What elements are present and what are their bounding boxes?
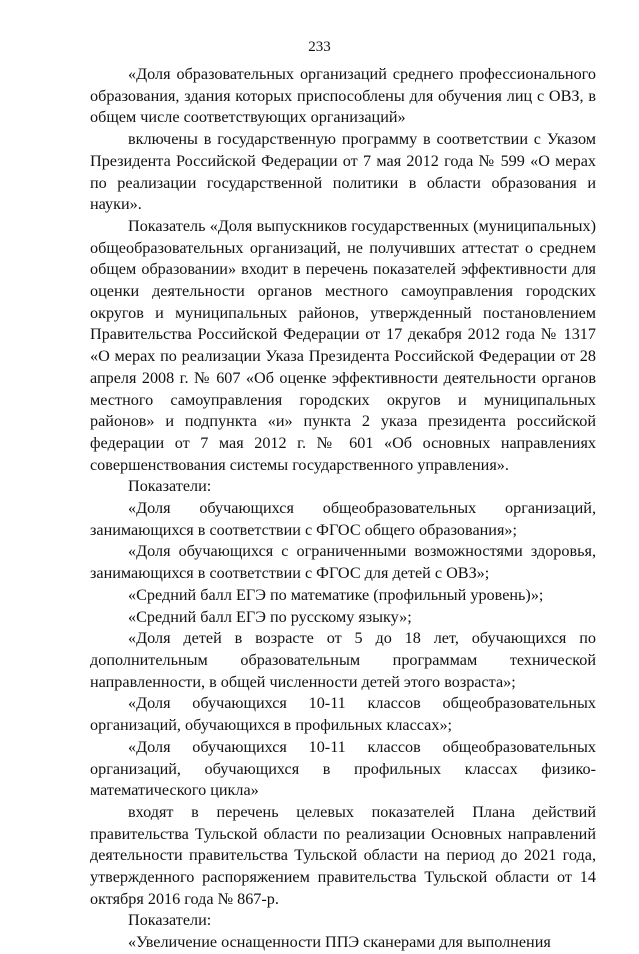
page-number: 233 [308, 39, 331, 55]
paragraph-technical-education: «Доля детей в возрасте от 5 до 18 лет, обучающихся по дополнительным образовательным программам технической направленности, в общей численности детей этого возраста»; [90, 629, 596, 691]
paragraph-ege-math: «Средний балл ЕГЭ по математике (профильный уровень)»; [128, 585, 544, 604]
paragraph-state-program-inclusion: включены в государственную программу в соответствии с Указом Президента Российской Федерации от 7 мая 2012 года № 599 «О мерах по реализации государственной политики в области образования и науки». [90, 130, 596, 214]
paragraph-fgos-ovz: «Доля обучающихся с ограниченными возможностями здоровья, занимающихся в соответствии с ФГОС для детей с ОВЗ»; [90, 542, 596, 583]
paragraph-fgos-general: «Доля обучающихся общеобразовательных организаций, занимающихся в соответствии с ФГОС общего образования»; [90, 499, 596, 539]
paragraph-indicators-heading-2: Показатели: [128, 911, 212, 930]
paragraph-indicators-heading: Показатели: [128, 477, 212, 496]
paragraph-graduates-indicator: Показатель «Доля выпускников государственных (муниципальных) общеобразовательных организаций, не получивших аттестат о среднем общем образовании» входит в перечень показателей эффективности для оценки деятельности органов местного самоуправления городских округов и муниципальных районов, утвержденный постановлением Правительства Российской Федерации от 17 декабря 2012 года № 1317 «О мерах по реализации Указа Президента Российской Федерации от 28 апреля 2008 г. № 607 «Об оценке эффективности деятельности органов местного самоуправления городских округов и муниципальных районов» и подпункта «и» пункта 2 указа президента российской федерации от 7 мая 2012 г. № 601 «Об основных направлениях совершенствования системы государственного управления». [90, 216, 596, 474]
paragraph-profile-classes: «Доля обучающихся 10-11 классов общеобразовательных организаций, обучающихся в профильных классах»; [90, 694, 596, 735]
paragraph-tula-action-plan: входят в перечень целевых показателей Плана действий правительства Тульской области по реализации Основных направлений деятельности правительства Тульской области на период до 2021 года, утвержденного распоряжением правительства Тульской области от 14 октября 2016 года № 867-р. [90, 802, 596, 908]
paragraph-physmath-classes: «Доля обучающихся 10-11 классов общеобразовательных организаций, обучающихся в профильных классах физико-математического цикла» [90, 737, 596, 800]
document-body [90, 64, 596, 954]
paragraph-ege-russian: «Средний балл ЕГЭ по русскому языку»; [128, 607, 412, 626]
paragraph-indicator-vzo-accessibility: «Доля образовательных организаций среднего профессионального образования, здания которых приспособлены для обучения лиц с ОВЗ, в общем числе соответствующих организаций» [90, 65, 596, 127]
paragraph-ppe-scanners: «Увеличение оснащенности ППЭ сканерами для выполнения [128, 933, 551, 952]
